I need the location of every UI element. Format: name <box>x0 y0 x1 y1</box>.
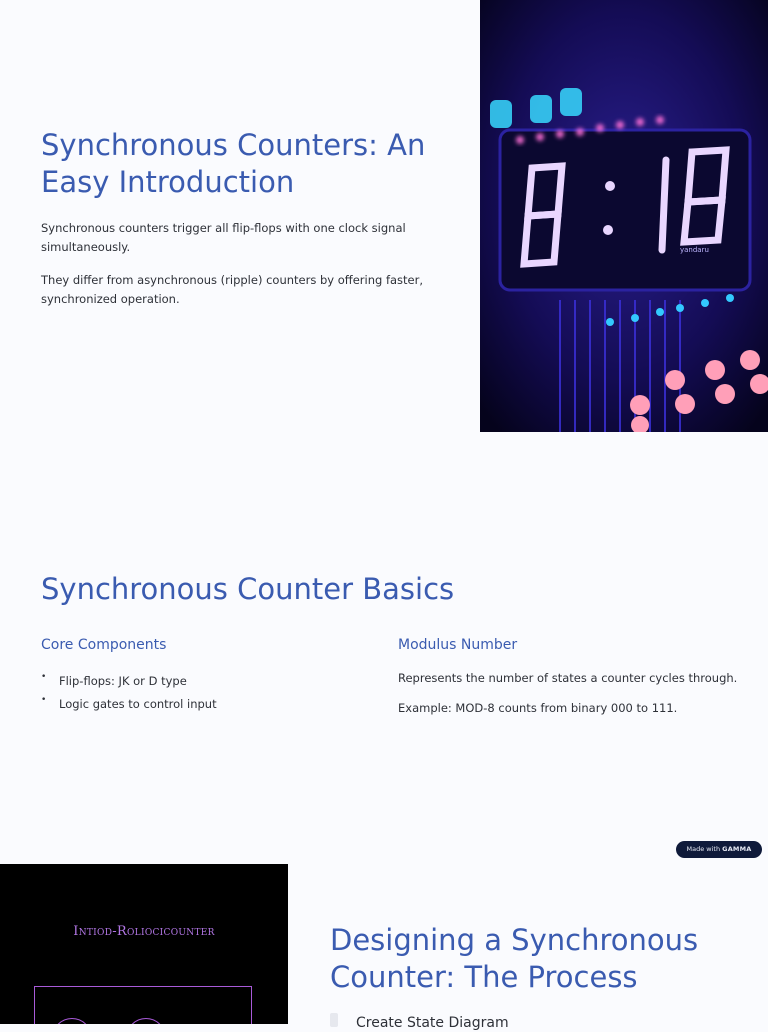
list-item: • Logic gates to control input <box>41 693 341 716</box>
core-components-list <box>41 670 341 716</box>
modulus-number-heading: Modulus Number <box>398 637 518 653</box>
core-components-heading: Core Components <box>41 637 167 653</box>
step-create-state-diagram: Create State Diagram <box>356 1015 509 1031</box>
made-with-gamma-badge[interactable] <box>676 841 762 858</box>
slide2-title: Synchronous Counter Basics <box>41 572 455 606</box>
modulus-paragraph-2: Example: MOD-8 counts from binary 000 to 111. <box>398 701 678 715</box>
gamma-logo: GAMMA <box>722 845 752 853</box>
slide1-title: Synchronous Counters: An Easy Introduction <box>41 128 426 199</box>
step-marker <box>330 1013 338 1027</box>
diagram-caption: Intiod-Roliocicounter <box>73 924 215 939</box>
counter-diagram-image <box>0 864 288 1024</box>
slide1-paragraph-1: Synchronous counters trigger all flip-flops with one clock signal simultaneously. <box>41 221 406 254</box>
slide3-title: Designing a Synchronous Counter: The Process <box>330 923 699 994</box>
modulus-paragraph-1: Represents the number of states a counter cycles through. <box>398 671 738 685</box>
badge-prefix: Made with <box>686 845 721 853</box>
led-display-image <box>480 0 768 432</box>
board-label: yandaru <box>680 246 709 254</box>
slide1-paragraph-2: They differ from asynchronous (ripple) counters by offering faster, synchronized operation. <box>41 273 423 306</box>
list-item: • Flip-flops: JK or D type <box>41 670 341 693</box>
